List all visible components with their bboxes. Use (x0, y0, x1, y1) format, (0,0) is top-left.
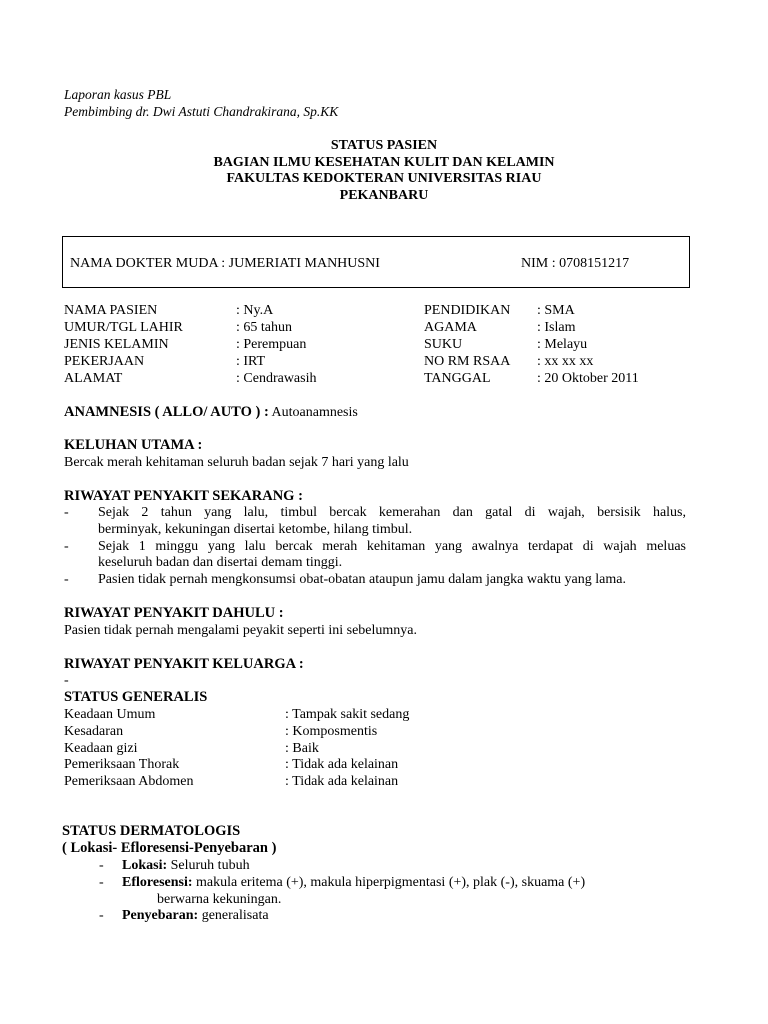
field-value: : 65 tahun (236, 320, 292, 335)
general-status-label: Keadaan Umum (64, 707, 156, 722)
field-label: NO RM RSAA (424, 354, 511, 369)
field-value: : Cendrawasih (236, 371, 317, 386)
field-label: JENIS KELAMIN (64, 337, 169, 352)
chief-complaint-heading: KELUHAN UTAMA : (64, 437, 203, 453)
field-value: : Melayu (537, 337, 588, 352)
dermatology-item-value: Seluruh tubuh (167, 858, 250, 873)
anamnesis-label: ANAMNESIS ( ALLO/ AUTO ) : (64, 404, 269, 420)
anamnesis-line (64, 404, 358, 421)
list-dash: - (99, 875, 104, 890)
dermatology-item-label: Penyebaran: (122, 908, 199, 923)
field-label: UMUR/TGL LAHIR (64, 320, 183, 335)
field-label: TANGGAL (424, 371, 491, 386)
general-status-value: : Baik (285, 741, 319, 756)
dermatology-item-label: Lokasi: (122, 858, 168, 873)
general-status-label: Pemeriksaan Thorak (64, 757, 180, 772)
present-illness-item: Pasien tidak pernah mengkonsumsi obat-obatan ataupun jamu dalam jangka waktu yang lama. (98, 572, 626, 587)
list-dash: - (99, 858, 104, 873)
field-label: NAMA PASIEN (64, 303, 158, 318)
dermatology-item-value: generalisata (198, 908, 269, 923)
field-value: : Perempuan (236, 337, 307, 352)
report-type: Laporan kasus PBL (64, 87, 172, 102)
general-status-value: : Tidak ada kelainan (285, 774, 399, 789)
field-value: : SMA (537, 303, 575, 318)
dermatology-subheading: ( Lokasi- Efloresensi-Penyebaran ) (62, 840, 277, 856)
present-illness-item-cont: keseluruh badan dan disertai demam tinggi. (98, 555, 343, 570)
anamnesis-value: Autoanamnesis (271, 405, 358, 420)
past-illness-heading: RIWAYAT PENYAKIT DAHULU : (64, 605, 284, 621)
department-name: BAGIAN ILMU KESEHATAN KULIT DAN KELAMIN (213, 155, 555, 170)
chief-complaint-text: Bercak merah kehitaman seluruh badan sejak 7 hari yang lalu (64, 455, 409, 470)
field-label: SUKU (424, 337, 463, 352)
dermatology-item-location (122, 857, 250, 874)
family-history-text: - (64, 673, 69, 688)
supervisor-line: Pembimbing dr. Dwi Astuti Chandrakirana, Sp.KK (64, 104, 339, 119)
list-dash: - (64, 539, 69, 554)
document-title: STATUS PASIEN (330, 138, 438, 153)
list-dash: - (64, 572, 69, 587)
faculty-name: FAKULTAS KEDOKTERAN UNIVERSITAS RIAU (226, 171, 542, 186)
doctor-name: NAMA DOKTER MUDA : JUMERIATI MANHUSNI (70, 256, 380, 271)
present-illness-item: Sejak 2 tahun yang lalu, timbul bercak kemerahan dan gatal di wajah, bersisik halus, (98, 505, 686, 520)
city-name: PEKANBARU (339, 188, 429, 203)
field-label: ALAMAT (64, 371, 123, 386)
field-value: : Islam (537, 320, 576, 335)
student-id: NIM : 0708151217 (521, 256, 630, 271)
general-status-label: Pemeriksaan Abdomen (64, 774, 194, 789)
list-dash: - (64, 505, 69, 520)
dermatology-item-value: makula eritema (+), makula hiperpigmentasi (+), plak (-), skuama (+) (192, 875, 586, 890)
dermatology-item-spread (122, 907, 269, 924)
dermatology-item-cont: berwarna kekuningan. (157, 892, 282, 907)
general-status-heading: STATUS GENERALIS (64, 689, 208, 705)
field-label: PENDIDIKAN (424, 303, 511, 318)
field-label: PEKERJAAN (64, 354, 145, 369)
field-value: : Ny.A (236, 303, 274, 318)
general-status-value: : Tidak ada kelainan (285, 757, 399, 772)
general-status-value: : Tampak sakit sedang (285, 707, 410, 722)
field-value: : 20 Oktober 2011 (537, 371, 639, 386)
general-status-label: Keadaan gizi (64, 741, 138, 756)
general-status-label: Kesadaran (64, 724, 124, 739)
dermatology-item-efflorescence (122, 874, 585, 891)
dermatology-item-label: Efloresensi: (122, 875, 193, 890)
past-illness-text: Pasien tidak pernah mengalami peyakit seperti ini sebelumnya. (64, 623, 418, 638)
field-label: AGAMA (424, 320, 477, 335)
field-value: : IRT (236, 354, 266, 369)
family-history-heading: RIWAYAT PENYAKIT KELUARGA : (64, 656, 304, 672)
field-value: : xx xx xx (537, 354, 594, 369)
general-status-value: : Komposmentis (285, 724, 378, 739)
present-illness-item-cont: berminyak, kekuningan disertai ketombe, hilang timbul. (98, 522, 413, 537)
present-illness-item: Sejak 1 minggu yang lalu bercak merah kehitaman yang awalnya terdapat di wajah meluas (98, 539, 686, 554)
dermatology-status-heading: STATUS DERMATOLOGIS (62, 823, 241, 839)
list-dash: - (99, 908, 104, 923)
present-illness-heading: RIWAYAT PENYAKIT SEKARANG : (64, 488, 303, 504)
